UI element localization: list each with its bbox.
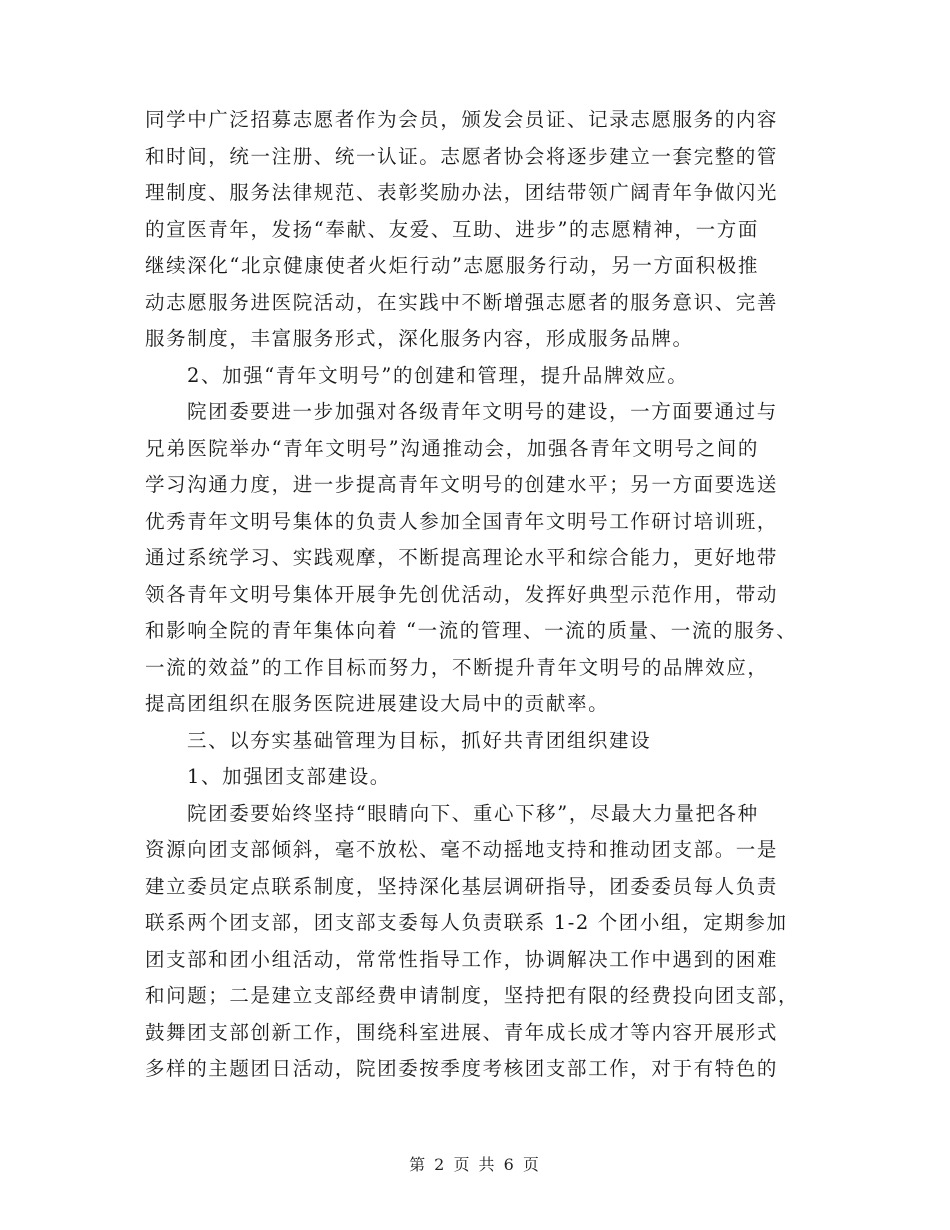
text-line: 兄弟医院举办“青年文明号”沟通推动会，加强各青年文明号之间的 bbox=[145, 436, 759, 460]
text-line: 三、以夯实基础管理为目标，抓好共青团组织建设 bbox=[187, 728, 652, 752]
text-line: 学习沟通力度，进一步提高青年文明号的创建水平；另一方面要选送 bbox=[145, 473, 779, 496]
text-line: 院团委要始终坚持“眼睛向下、重心下移”，尽最大力量把各种 bbox=[187, 801, 759, 825]
text-line: 建立委员定点联系制度，坚持深化基层调研指导，团委委员每人负责 bbox=[145, 874, 779, 898]
text-line: 领各青年文明号集体开展争先创优活动，发挥好典型示范作用，带动 bbox=[145, 582, 779, 606]
text-line: 提高团组织在服务医院进展建设大局中的贡献率。 bbox=[145, 692, 610, 715]
text-line: 的宣医青年，发扬“奉献、友爱、互助、进步”的志愿精神，一方面 bbox=[145, 217, 759, 241]
text-line: 鼓舞团支部创新工作，围绕科室进展、青年成长成才等内容开展形式 bbox=[145, 1020, 779, 1044]
text-line: 资源向团支部倾斜，毫不放松、毫不动摇地支持和推动团支部。一是 bbox=[145, 838, 779, 861]
text-line: 和时间，统一注册、统一认证。志愿者协会将逐步建立一套完整的管 bbox=[145, 144, 779, 168]
text-line: 多样的主题团日活动，院团委按季度考核团支部工作，对于有特色的 bbox=[145, 1057, 779, 1080]
text-line: 团支部和团小组活动，常常性指导工作，协调解决工作中遇到的困难 bbox=[145, 947, 779, 971]
page-footer: 第 2 页 共 6 页 bbox=[409, 1155, 541, 1174]
text-line: 联系两个团支部，团支部支委每人负责联系 1-2 个团小组，定期参加 bbox=[145, 911, 788, 934]
text-line: 一流的效益”的工作目标而努力，不断提升青年文明号的品牌效应， bbox=[145, 655, 769, 679]
text-line: 1、加强团支部建设。 bbox=[187, 765, 391, 788]
text-line: 2、加强“青年文明号”的创建和管理，提升品牌效应。 bbox=[187, 363, 689, 387]
text-line: 理制度、服务法律规范、表彰奖励办法，团结带领广阔青年争做闪光 bbox=[145, 181, 779, 204]
text-line: 和问题；二是建立支部经费申请制度，坚持把有限的经费投向团支部， bbox=[145, 984, 800, 1007]
text-line: 动志愿服务进医院活动，在实践中不断增强志愿者的服务意识、完善 bbox=[145, 290, 779, 314]
text-line: 服务制度，丰富服务形式，深化服务内容，形成服务品牌。 bbox=[145, 327, 694, 350]
text-line: 和影响全院的青年集体向着 “一流的管理、一流的质量、一流的服务、 bbox=[145, 619, 798, 642]
text-line: 院团委要进一步加强对各级青年文明号的建设，一方面要通过与 bbox=[187, 400, 778, 423]
text-line: 通过系统学习、实践观摩，不断提高理论水平和综合能力，更好地带 bbox=[145, 546, 779, 569]
text-line: 继续深化“北京健康使者火炬行动”志愿服务行动，另一方面积极推 bbox=[145, 254, 759, 277]
text-line: 优秀青年文明号集体的负责人参加全国青年文明号工作研讨培训班， bbox=[145, 509, 779, 533]
document-body bbox=[145, 102, 825, 1088]
text-line: 同学中广泛招募志愿者作为会员，颁发会员证、记录志愿服务的内容 bbox=[145, 108, 779, 131]
